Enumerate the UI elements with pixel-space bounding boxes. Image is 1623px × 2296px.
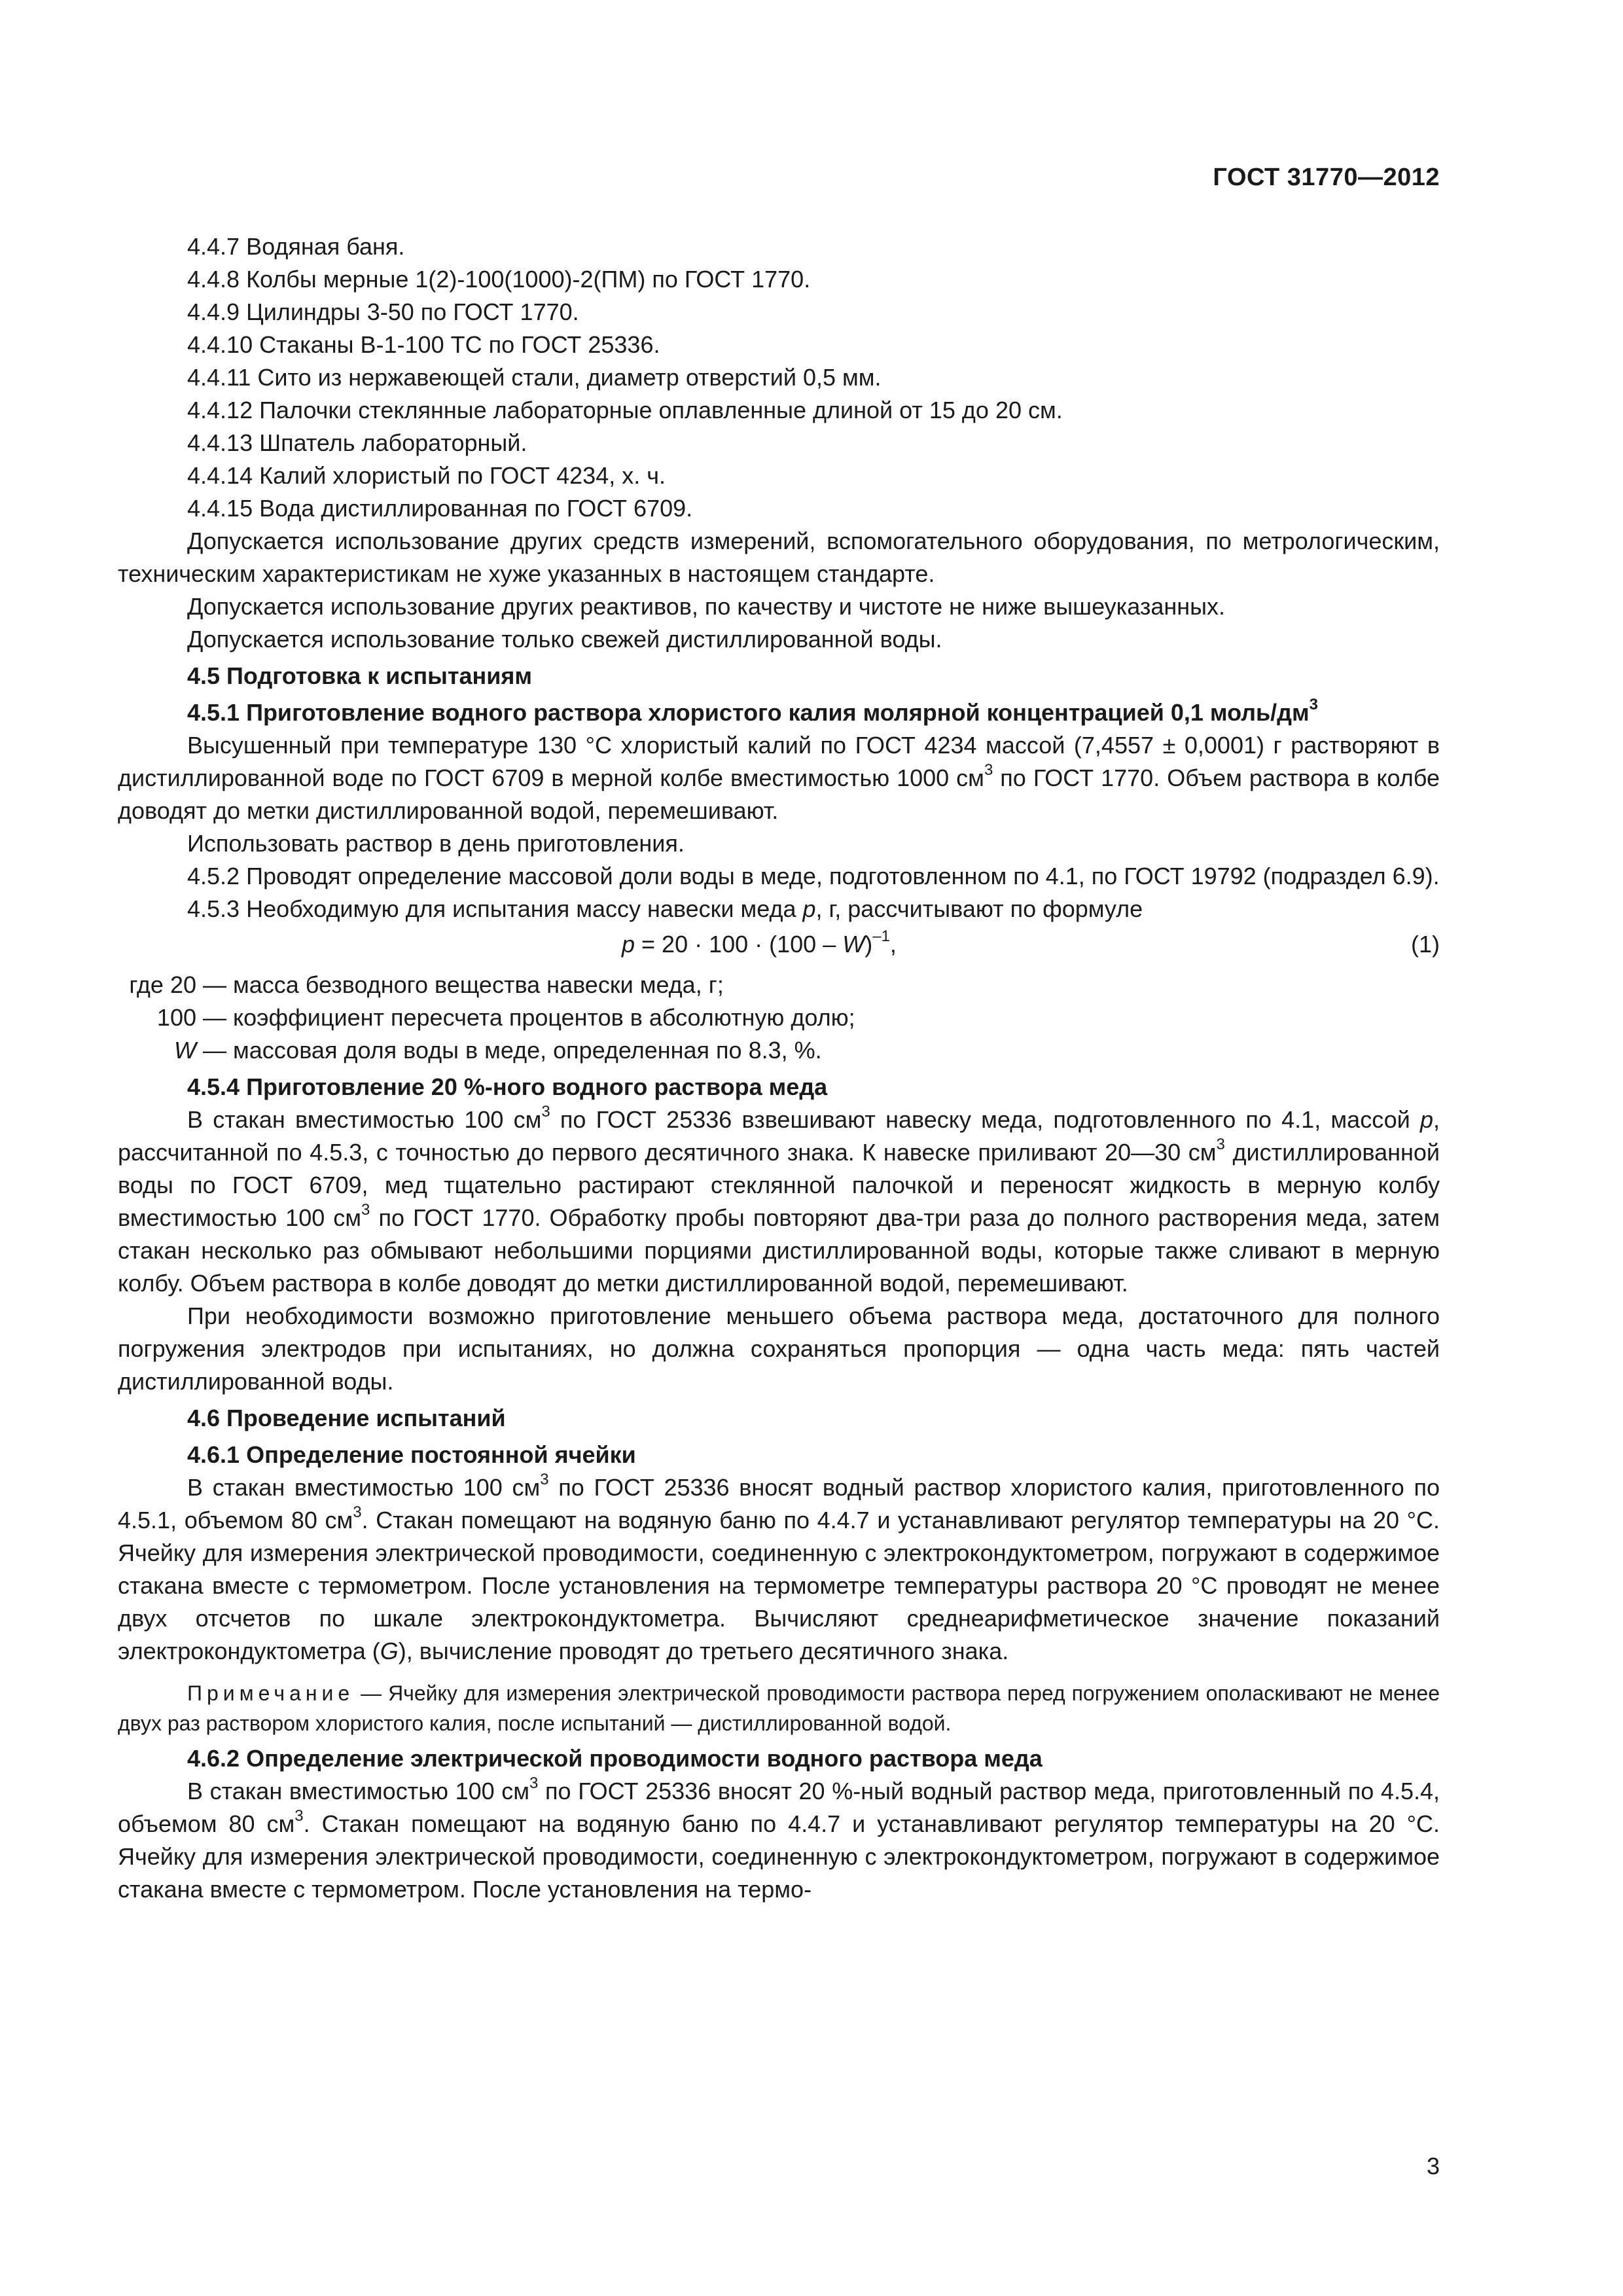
section-heading-4-5: 4.5 Подготовка к испытаниям	[187, 662, 533, 689]
paragraph-451	[118, 729, 1440, 827]
formula-1	[118, 928, 1440, 965]
legend-symbol: где 20	[129, 971, 196, 998]
note	[118, 1678, 1440, 1738]
legend-row	[118, 969, 1440, 1001]
text-run: В стакан вместимостью 100 см	[187, 1106, 542, 1133]
list-item: 4.4.8 Колбы мерные 1(2)-100(1000)-2(ПМ) по ГОСТ 1770.	[187, 266, 811, 293]
variable: G	[380, 1638, 399, 1664]
section-heading-4-6-1: 4.6.1 Определение постоянной ячейки	[187, 1441, 636, 1468]
list-item: 4.4.15 Вода дистиллированная по ГОСТ 6709.	[187, 495, 693, 522]
list-item: 4.4.12 Палочки стеклянные лабораторные оплавленные длиной от 15 до 20 см.	[187, 397, 1063, 423]
paragraph-462	[118, 1775, 1440, 1906]
text-run: по ГОСТ 1770. Объем раствора в колбе доводят до метки дистиллированной водой, перемешивают.	[118, 764, 1440, 824]
list-item: 4.4.11 Сито из нержавеющей стали, диаметр отверстий 0,5 мм.	[187, 364, 882, 391]
section-heading-4-5-1	[118, 696, 1440, 729]
document-body	[118, 230, 1440, 1906]
text-run: по ГОСТ 25336 взвешивают навеску меда, подготовленного по 4.1, массой	[550, 1106, 1420, 1133]
variable: р	[802, 895, 816, 922]
paragraph-allow-water: Допускается использование только свежей дистиллированной воды.	[187, 626, 942, 653]
legend-symbol: 100	[156, 1004, 196, 1031]
text-run: по ГОСТ 25336 вносят 20 %-ный водный раствор меда, приготовленный по 4.5.4, объемом 80 см	[118, 1778, 1440, 1837]
list-item: 4.4.7 Водяная баня.	[187, 233, 405, 260]
text-run: по ГОСТ 1770. Обработку пробы повторяют два-три раза до полного растворения меда, затем стакан несколько раз обмывают небольшими порциями дистиллированной воды, которые также сливают в мерную колбу. Объем раствора в колбе доводят до метки дистиллированной водой, перемешивают.	[118, 1204, 1440, 1297]
superscript: 3	[353, 1503, 362, 1521]
heading-text: 4.5.1 Приготовление водного раствора хлористого калия молярной концентрацией 0,1 моль/дм	[187, 699, 1310, 726]
superscript: 3	[541, 1103, 550, 1121]
superscript: 3	[1216, 1136, 1225, 1153]
variable: р	[622, 931, 635, 958]
legend-text: — масса безводного вещества навески меда, г;	[196, 971, 724, 998]
list-item: 4.4.13 Шпатель лабораторный.	[187, 429, 527, 456]
superscript: 3	[529, 1774, 539, 1792]
text-run: В стакан вместимостью 100 см	[187, 1474, 541, 1501]
page-number: 3	[1426, 2153, 1440, 2179]
text-run: Высушенный при температуре 130 °С хлористый калий по ГОСТ 4234 массой (7,4557 ± 0,0001) г растворяют в дистиллированной воде по ГОСТ 6709 в мерной колбе вместимостью 1000 см	[118, 732, 1440, 791]
text-run: по ГОСТ 25336 вносят водный раствор хлористого калия, приготовленного по 4.5.1, объемом 80 см	[118, 1474, 1440, 1534]
superscript: 3	[361, 1201, 370, 1219]
variable: W	[842, 931, 865, 958]
section-heading-4-6-2: 4.6.2 Определение электрической проводимости водного раствора меда	[187, 1745, 1043, 1772]
formula-number: (1)	[1411, 931, 1440, 958]
document-header: ГОСТ 31770—2012	[1213, 164, 1440, 191]
list-item: 4.4.9 Цилиндры 3-50 по ГОСТ 1770.	[187, 298, 579, 325]
paragraph-454	[118, 1103, 1440, 1300]
paragraph-453	[118, 893, 1440, 925]
section-heading-4-5-4: 4.5.4 Приготовление 20 %-ного водного раствора меда	[187, 1073, 828, 1100]
text-run: = 20 · 100 · (100 –	[635, 931, 843, 958]
paragraph-451-use: Использовать раствор в день приготовления.	[187, 830, 685, 857]
superscript: 3	[984, 761, 993, 779]
legend-text: — коэффициент пересчета процентов в абсолютную долю;	[196, 1004, 855, 1031]
note-text: — Ячейку для измерения электрической проводимости раствора перед погружением ополаскивают не менее двух раз раствором хлористого калия, после испытаний — дистиллированной водой.	[118, 1681, 1440, 1735]
formula-expression	[622, 928, 897, 961]
paragraph-461	[118, 1471, 1440, 1668]
note-label: Примечание	[187, 1681, 355, 1705]
superscript: 3	[540, 1471, 549, 1488]
text-run: В стакан вместимостью 100 см	[187, 1778, 530, 1804]
text-run: , рассчитанной по 4.5.3, с точностью до первого десятичного знака. К навеске приливают 20—30 см	[118, 1106, 1440, 1166]
text-run: ,	[889, 931, 897, 958]
legend-symbol: W	[174, 1037, 196, 1064]
formula-legend	[118, 969, 1440, 1067]
text-run: 4.5.3 Необходимую для испытания массу навески меда	[187, 895, 803, 922]
paragraph-allow-equipment: Допускается использование других средств измерений, вспомогательного оборудования, по метрологическим, техническим характеристикам не хуже указанных в настоящем стандарте.	[118, 528, 1440, 587]
superscript: 3	[1309, 696, 1318, 713]
paragraph-454-small-volume: При необходимости возможно приготовление меньшего объема раствора меда, достаточного для полного погружения электродов при испытаниях, но должна сохраняться пропорция — одна часть меда: пять частей дистиллированной воды.	[118, 1302, 1440, 1395]
text-run: , г, рассчитывают по формуле	[815, 895, 1143, 922]
section-heading-4-6: 4.6 Проведение испытаний	[187, 1405, 506, 1431]
list-item: 4.4.10 Стаканы В-1-100 ТС по ГОСТ 25336.	[187, 331, 660, 358]
text-run: )	[865, 931, 873, 958]
paragraph-452: 4.5.2 Проводят определение массовой доли воды в меде, подготовленном по 4.1, по ГОСТ 19792 (подраздел 6.9).	[187, 863, 1440, 889]
superscript: 3	[294, 1807, 304, 1825]
superscript: –1	[872, 927, 890, 945]
text-run: . Стакан помещают на водяную баню по 4.4.7 и устанавливают регулятор температуры на 20 °С. Ячейку для измерения электрической проводимости, соединенную с электрокондуктометром, погружают в содержимое стакана вместе с термометром. После установления на термо-	[118, 1810, 1440, 1903]
text-run: . Стакан помещают на водяную баню по 4.4.7 и устанавливают регулятор температуры на 20 °С. Ячейку для измерения электрической проводимости, соединенную с электрокондуктометром, погружают в содержимое стакана вместе с термометром. После установления на термометре температуры раствора 20 °С проводят не менее двух отсчетов по шкале электрокондуктометра. Вычисляют среднеарифметическое значение показаний электрокондуктометра (	[118, 1507, 1440, 1664]
variable: р	[1419, 1106, 1433, 1133]
text-run: ), вычисление проводят до третьего десятичного знака.	[398, 1638, 1009, 1664]
legend-row	[118, 1001, 1440, 1034]
paragraph-allow-reagents: Допускается использование других реактивов, по качеству и чистоте не ниже вышеуказанных.	[187, 593, 1226, 620]
text-run: дистиллированной воды по ГОСТ 6709, мед тщательно растирают стеклянной палочкой и переносят жидкость в мерную колбу вместимостью 100 см	[118, 1139, 1440, 1231]
legend-row	[118, 1034, 1440, 1067]
legend-text: — массовая доля воды в меде, определенная по 8.3, %.	[196, 1037, 822, 1064]
list-item: 4.4.14 Калий хлористый по ГОСТ 4234, х. ч.	[187, 462, 666, 489]
